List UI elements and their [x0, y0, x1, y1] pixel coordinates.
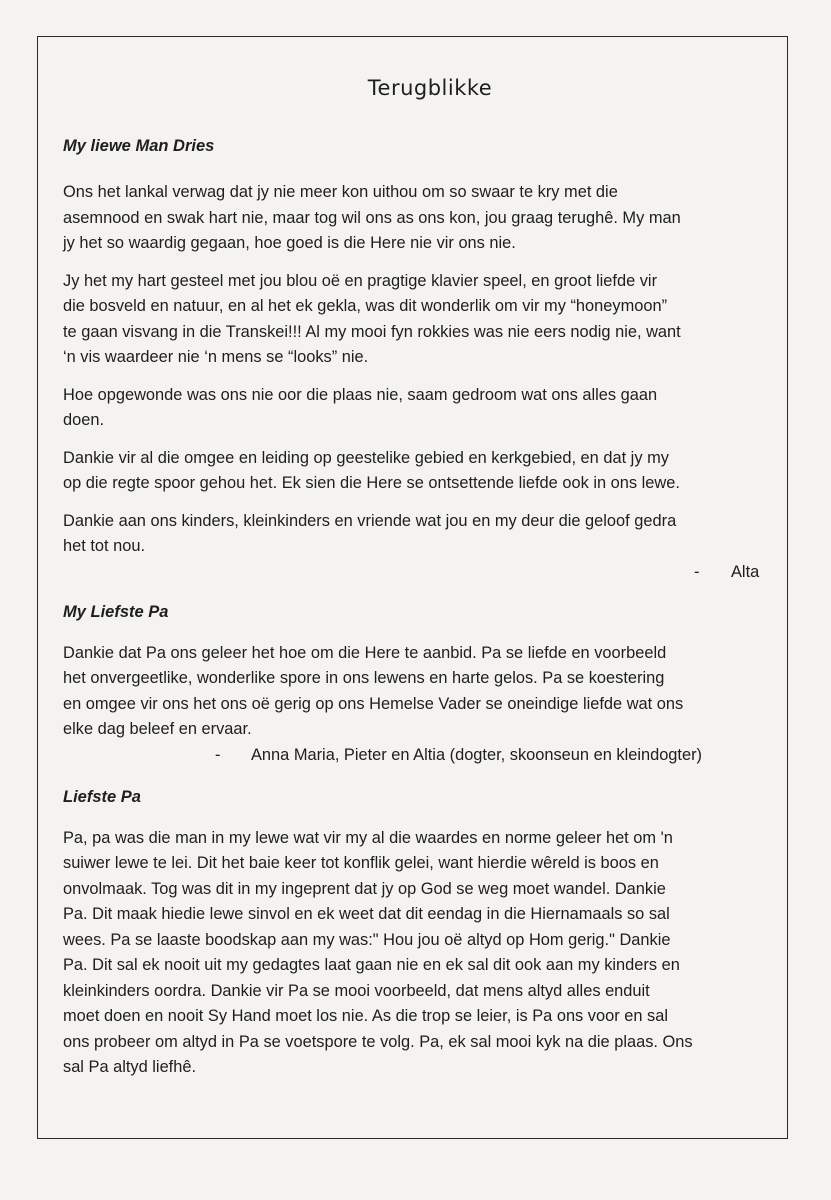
signature-name: Anna Maria, Pieter en Altia (dogter, skoonseun en kleindogter)	[251, 745, 703, 764]
paragraph: Jy het my hart gesteel met jou blou oë en pragtige klavier speel, en groot liefde vir die bosveld en natuur, en al het ek gekla, was dit wonderlik om vir my “honeymoon” te gaan visvang in die Transkei!!! Al my mooi fyn rokkies was nie eers nodig nie, want ‘n vis waardeer nie ‘n mens se “looks” nie.	[63, 271, 681, 366]
section-heading-man-dries: My liewe Man Dries	[63, 137, 215, 155]
signature-dash: -	[694, 562, 700, 581]
section-heading-my-liefste-pa: My Liefste Pa	[63, 602, 169, 621]
page-title: Terugblikke	[367, 76, 493, 100]
signature-line	[63, 560, 773, 585]
paragraph: Hoe opgewonde was ons nie oor die plaas nie, saam gedroom wat ons alles gaan doen.	[63, 385, 658, 429]
document-content	[63, 60, 773, 1081]
paragraph: Pa, pa was die man in my lewe wat vir my al die waardes en norme geleer het om 'n suiwer lewe te lei. Dit het baie keer tot konflik gelei, want hierdie wêreld is boos en onvolmaak. Tog was dit in my ingeprent dat jy op God se weg moet wandel. Dankie Pa. Dit maak hiedie lewe sinvol en ek weet dat dit eendag in die Hiernamaals so sal wees. Pa se laaste boodskap aan my was:" Hou jou oë altyd op Hom gerig." Dankie Pa. Dit sal ek nooit uit my gedagtes laat gaan nie en ek sal dit ook aan my kinders en kleinkinders oordra. Dankie vir Pa se mooi voorbeeld, dat mens altyd alles enduit moet doen en nooit Sy Hand moet los nie. As die trop se leier, is Pa ons voor en sal ons probeer om altyd in Pa se voetspore te volg. Pa, ek sal mooi kyk na die plaas. Ons sal Pa altyd liefhê.	[63, 828, 693, 1076]
signature-name: Alta	[731, 562, 760, 581]
paragraph: Dankie vir al die omgee en leiding op geestelike gebied en kerkgebied, en dat jy my op die regte spoor gehou het. Ek sien die Here se ontsettende liefde ook in ons lewe.	[63, 448, 680, 492]
signature-line	[63, 743, 773, 768]
section-heading-liefste-pa: Liefste Pa	[63, 787, 141, 806]
signature-dash: -	[215, 745, 221, 764]
paragraph: Dankie aan ons kinders, kleinkinders en vriende wat jou en my deur die geloof gedra het tot nou.	[63, 511, 677, 555]
paragraph: Dankie dat Pa ons geleer het hoe om die Here te aanbid. Pa se liefde en voorbeeld het onvergeetlike, wonderlike spore in ons lewens en harte gelos. Pa se koestering en omgee vir ons het ons oë gerig op ons Hemelse Vader se oneindige liefde wat ons elke dag beleef en ervaar.	[63, 643, 684, 738]
paragraph: Ons het lankal verwag dat jy nie meer kon uithou om so swaar te kry met die asemnood en swak hart nie, maar tog wil ons as ons kon, jou graag terughê. My man jy het so waardig gegaan, hoe goed is die Here nie vir ons nie.	[63, 183, 681, 252]
